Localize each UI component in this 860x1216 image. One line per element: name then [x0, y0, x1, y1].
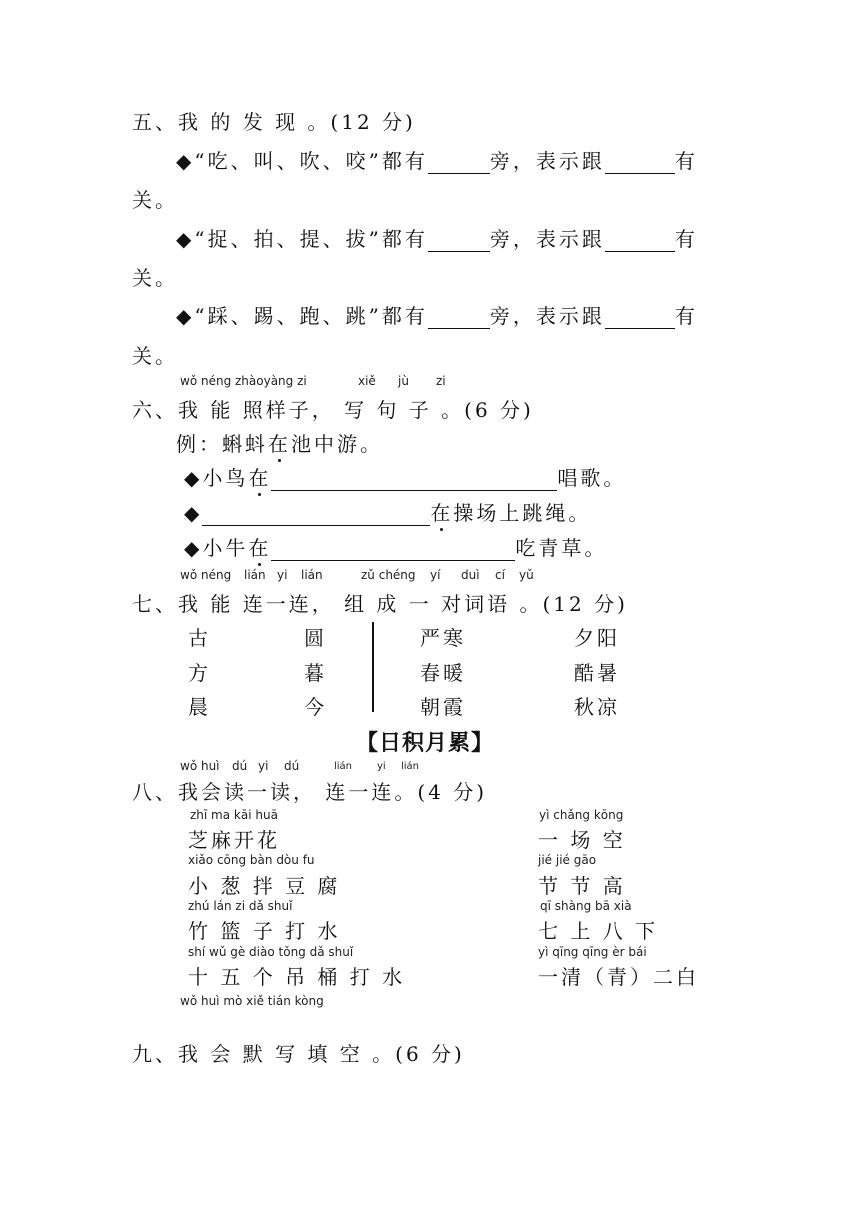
idiom-right[interactable]: 节 节 高: [538, 874, 626, 898]
pinyin: shí wǔ gè diào tǒng dǎ shuǐ: [188, 945, 354, 959]
section5-title: 五、我 的 发 现 。(12 分): [132, 110, 416, 134]
pinyin: wǒ néng zhàoyàng zi: [180, 374, 307, 388]
pinyin: jié jié gāo: [538, 853, 597, 867]
section6-item3: ◆小牛在 吃青草。: [184, 536, 608, 560]
pinyin: cí: [495, 568, 505, 582]
match-item[interactable]: 今: [304, 695, 327, 719]
section5-line2: ◆“捉、拍、提、拔”都有 旁，表示跟 有: [176, 227, 698, 251]
section7-title: 七、我 能 连一连， 组 成 一 对词语 。(12 分): [132, 592, 628, 616]
section5-line3-cont: 关。: [132, 344, 178, 368]
pinyin: lián: [301, 568, 323, 582]
match-item[interactable]: 春暖: [420, 661, 466, 685]
pinyin: dú: [232, 759, 248, 773]
blank[interactable]: [428, 155, 490, 174]
match-item[interactable]: 严寒: [420, 626, 466, 650]
pinyin: lián: [401, 761, 420, 772]
section6-title: 六、我 能 照样子， 写 句 子 。(6 分): [132, 398, 534, 422]
pinyin: xiǎo cōng bàn dòu fu: [188, 853, 315, 867]
match-item[interactable]: 夕阳: [574, 626, 620, 650]
section5-line1: ◆“吃、叫、吹、咬”都有 旁，表示跟 有: [176, 149, 698, 173]
pinyin: wǒ huì: [180, 759, 220, 773]
pinyin: yí: [430, 568, 441, 582]
match-item[interactable]: 圆: [304, 626, 327, 650]
section9-title: 九、我 会 默 写 填 空 。(6 分): [132, 1042, 465, 1066]
pinyin: yi: [277, 568, 288, 582]
pinyin: zǔ chéng: [361, 568, 416, 582]
pinyin: yì qīng qīng èr bái: [538, 945, 647, 959]
match-item[interactable]: 古: [188, 626, 211, 650]
pinyin: qī shàng bā xià: [540, 899, 632, 913]
idiom-left[interactable]: 芝麻开花: [188, 828, 280, 852]
section8-title: 八、我会读一读， 连一连。(4 分): [132, 780, 488, 804]
pinyin: yi: [258, 759, 269, 773]
pinyin: yǔ: [519, 568, 534, 582]
idiom-left[interactable]: 小 葱 拌 豆 腐: [188, 874, 341, 898]
blank[interactable]: [605, 155, 675, 174]
section6-item1: ◆小鸟在 唱歌。: [184, 466, 627, 490]
emphasis-dot-char: 在: [268, 432, 291, 456]
answer-line[interactable]: [271, 542, 515, 561]
pinyin: zi: [436, 374, 446, 388]
pinyin: lián: [244, 568, 266, 582]
idiom-right[interactable]: 七 上 八 下: [538, 919, 659, 943]
pinyin: duì: [461, 568, 480, 582]
match-item[interactable]: 朝霞: [420, 695, 466, 719]
pinyin: zhú lán zi dǎ shuǐ: [188, 899, 293, 913]
idiom-right[interactable]: 一 场 空: [538, 828, 626, 852]
match-item[interactable]: 晨: [188, 695, 211, 719]
pinyin: yi: [377, 761, 386, 772]
pinyin: yì chǎng kōng: [539, 808, 624, 822]
blank[interactable]: [428, 233, 490, 252]
section5-line3: ◆“踩、踢、跑、跳”都有 旁，表示跟 有: [176, 304, 698, 328]
section6-item2: ◆ 在操场上跳绳。: [184, 501, 592, 525]
match-item[interactable]: 方: [188, 661, 211, 685]
idiom-left[interactable]: 竹 篮 子 打 水: [188, 919, 341, 943]
pinyin: lián: [334, 761, 353, 772]
answer-line[interactable]: [202, 507, 430, 526]
blank[interactable]: [605, 233, 675, 252]
answer-line[interactable]: [271, 472, 557, 491]
section6-example: 例：蝌蚪在池中游。: [176, 432, 383, 456]
pinyin: dú: [284, 759, 300, 773]
match-item[interactable]: 暮: [304, 661, 327, 685]
section5-line1-cont: 关。: [132, 188, 178, 212]
divider: [372, 622, 374, 712]
pinyin: wǒ huì mò xiě tián kòng: [180, 994, 324, 1008]
pinyin: zhī ma kāi huā: [190, 808, 278, 822]
match-item[interactable]: 秋凉: [574, 695, 620, 719]
idiom-right[interactable]: 一清（青）二白: [538, 965, 699, 989]
pinyin: wǒ néng: [180, 568, 232, 582]
pinyin: jù: [398, 374, 409, 388]
pinyin: xiě: [358, 374, 376, 388]
match-item[interactable]: 酷暑: [574, 661, 620, 685]
blank[interactable]: [428, 310, 490, 329]
section-heading: 【日积月累】: [356, 731, 495, 756]
blank[interactable]: [605, 310, 675, 329]
section5-line2-cont: 关。: [132, 266, 178, 290]
idiom-left[interactable]: 十 五 个 吊 桶 打 水: [188, 965, 406, 989]
